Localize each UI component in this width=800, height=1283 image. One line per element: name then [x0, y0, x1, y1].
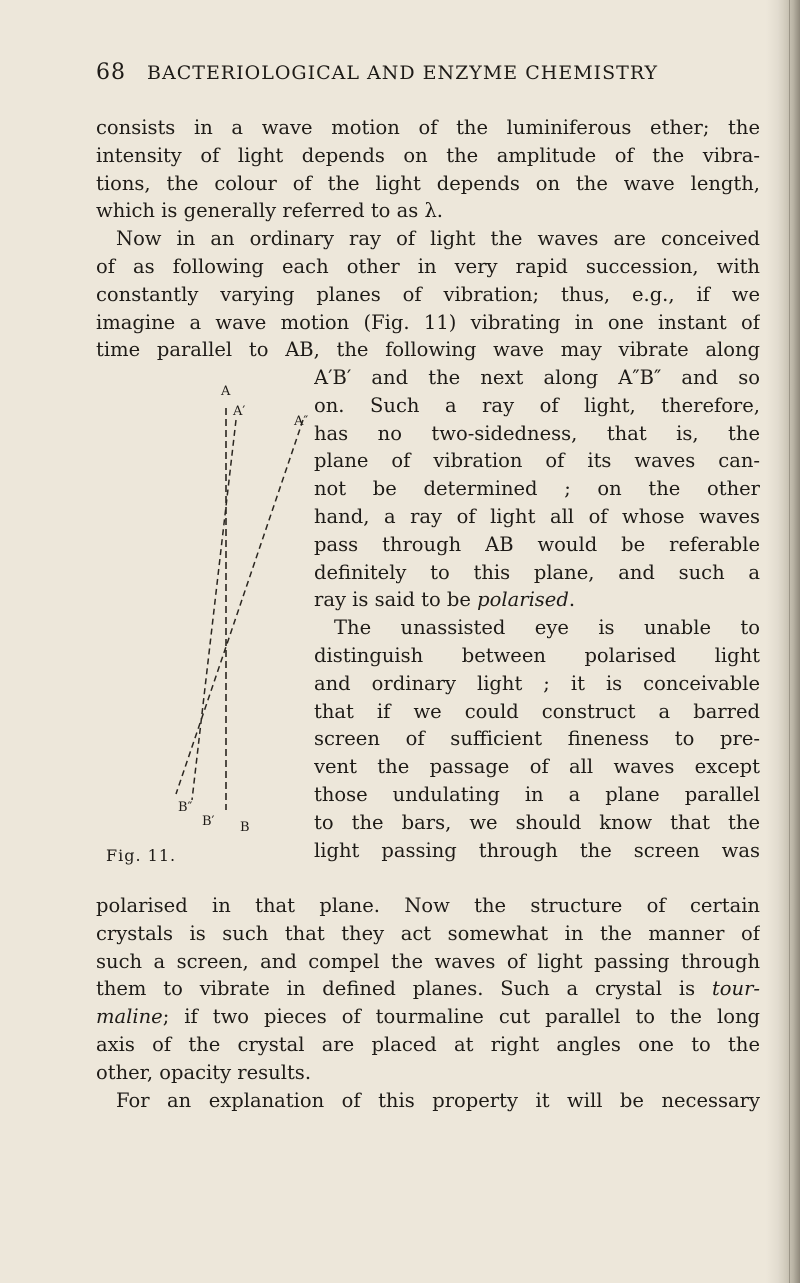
label-b: B [240, 820, 250, 835]
text-line: distinguish between polarised light [314, 643, 760, 667]
label-a-double-prime: A″ [294, 414, 309, 429]
page-number: 68 [96, 60, 126, 85]
text-line: which is generally referred to as λ. [96, 199, 444, 223]
italic-term: maline [96, 1005, 163, 1029]
text-line: on. Such a ray of light, therefore, [314, 393, 760, 417]
text-line: of as following each other in very rapid succession, with [96, 254, 760, 278]
text-line: constantly varying planes of vibration; thus, e.g., if we [96, 282, 760, 306]
top-paragraph [96, 114, 760, 364]
text-line: not be determined ; on the other [314, 477, 760, 501]
text-line: definitely to this plane, and such a [314, 560, 760, 584]
text-line: time parallel to AB, the following wave may vibrate along [96, 338, 760, 362]
italic-term: polarised [477, 588, 569, 612]
text-line: and ordinary light ; it is conceivable [314, 671, 760, 695]
text-line: tions, the colour of the light depends on the wave length, [96, 171, 760, 195]
text-line: those undulating in a plane parallel [314, 782, 760, 806]
text-line: hand, a ray of light all of whose waves [314, 504, 760, 528]
page-edge [766, 0, 800, 1283]
text-line: imagine a wave motion (Fig. 11) vibrating in one instant of [96, 310, 760, 334]
text-line: screen of sufficient fineness to pre- [314, 727, 760, 751]
text-line: maline; if two pieces of tourmaline cut parallel to the long [96, 1005, 760, 1029]
line-a1b1 [192, 420, 236, 800]
text-line: ray is said to be polarised. [314, 588, 576, 612]
line-a2b2 [176, 420, 303, 794]
text-line: to the bars, we should know that the [314, 810, 760, 834]
text-line: A′B′ and the next along A″B″ and so [314, 366, 760, 389]
text-line: such a screen, and compel the waves of light passing through [96, 949, 760, 973]
page-edge-line [789, 0, 790, 1283]
label-a: A [221, 384, 231, 399]
text-line: vent the passage of all waves except [314, 755, 760, 779]
text-line: axis of the crystal are placed at right angles one to the [96, 1032, 760, 1056]
text-line: crystals is such that they act somewhat in the manner of [96, 921, 760, 945]
label-b-double-prime: B″ [178, 800, 193, 815]
text-line: light passing through the screen was [314, 838, 760, 862]
text-line: Now in an ordinary ray of light the waves are conceived [116, 227, 760, 251]
text-line: has no two-sidedness, that is, the [314, 421, 760, 445]
right-column-text [314, 364, 760, 864]
bottom-paragraph [96, 892, 760, 1114]
text-line: pass through AB would be referable [314, 532, 760, 556]
label-a-prime: A′ [233, 404, 246, 419]
text-line: intensity of light depends on the amplitude of the vibra- [96, 143, 760, 167]
italic-term: tour- [711, 977, 760, 1001]
text-line: them to vibrate in defined planes. Such a crystal is tour- [96, 977, 760, 1001]
text-line: consists in a wave motion of the luminiferous ether; the [96, 116, 760, 139]
figure-11-diagram [96, 390, 316, 830]
text-line: that if we could construct a barred [314, 699, 760, 723]
text-line: plane of vibration of its waves can- [314, 449, 760, 473]
running-title: BACTERIOLOGICAL AND ENZYME CHEMISTRY [147, 62, 659, 84]
text-line: For an explanation of this property it will be necessary [116, 1088, 760, 1112]
text-line: other, opacity results. [96, 1060, 312, 1084]
text-line: polarised in that plane. Now the structure of certain [96, 894, 760, 917]
figure-caption: Fig. 11. [106, 846, 177, 865]
text-line: The unassisted eye is unable to [334, 616, 760, 640]
label-b-prime: B′ [202, 814, 215, 829]
running-header [96, 60, 730, 85]
figure-11 [96, 384, 316, 835]
